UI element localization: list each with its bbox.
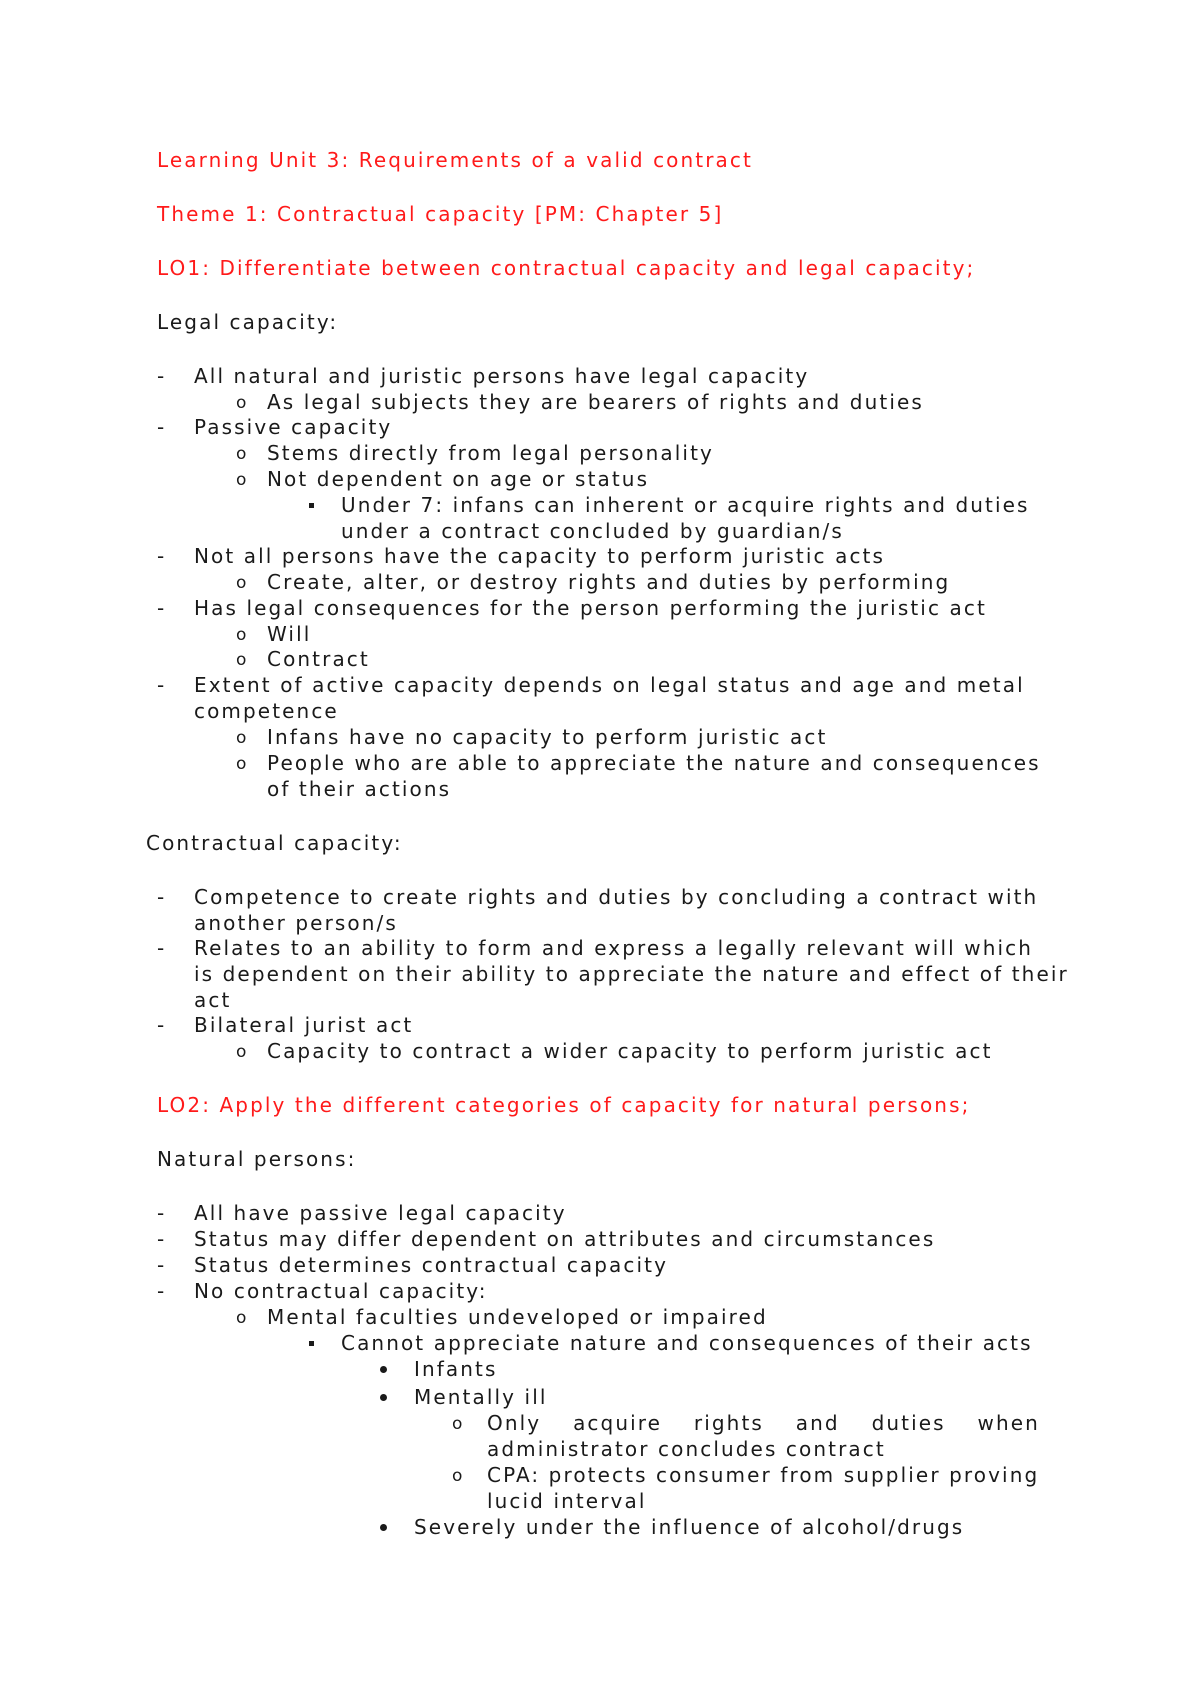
natural-leaf-subitem-cont: administrator concludes contract bbox=[487, 1437, 886, 1461]
legal-capacity-title: Legal capacity: bbox=[157, 310, 339, 334]
legal-subitem: Create, alter, or destroy rights and duties by performing bbox=[267, 570, 951, 594]
circle-bullet: o bbox=[236, 470, 247, 490]
natural-subsubitem: Cannot appreciate nature and consequences of their acts bbox=[341, 1331, 1033, 1355]
square-bullet bbox=[309, 503, 314, 508]
word: duties bbox=[871, 1411, 946, 1435]
contractual-item: Bilateral jurist act bbox=[194, 1013, 414, 1037]
natural-leaf-subitem-cont: lucid interval bbox=[487, 1489, 647, 1513]
natural-item: Status determines contractual capacity bbox=[194, 1253, 669, 1277]
legal-subitem: Stems directly from legal personality bbox=[267, 441, 714, 465]
circle-bullet: o bbox=[236, 1308, 247, 1328]
circle-bullet: o bbox=[236, 1042, 247, 1062]
natural-item: No contractual capacity: bbox=[194, 1279, 488, 1303]
legal-subsubitem-cont: under a contract concluded by guardian/s bbox=[341, 519, 844, 543]
circle-bullet: o bbox=[236, 754, 247, 774]
dash-bullet: - bbox=[157, 1201, 165, 1225]
word: acquire bbox=[573, 1411, 663, 1435]
lo2-heading: LO2: Apply the different categories of capacity for natural persons; bbox=[157, 1093, 971, 1117]
contractual-item-cont: another person/s bbox=[194, 911, 398, 935]
contractual-capacity-title: Contractual capacity: bbox=[146, 831, 403, 855]
circle-bullet: o bbox=[236, 444, 247, 464]
dash-bullet: - bbox=[157, 673, 165, 697]
natural-leaf-subitem: CPA: protects consumer from supplier proving bbox=[487, 1463, 1040, 1487]
circle-bullet: o bbox=[452, 1466, 463, 1486]
theme-heading: Theme 1: Contractual capacity [PM: Chapter 5] bbox=[157, 202, 724, 226]
dot-bullet bbox=[380, 1524, 387, 1531]
circle-bullet: o bbox=[236, 625, 247, 645]
circle-bullet: o bbox=[236, 573, 247, 593]
circle-bullet: o bbox=[236, 650, 247, 670]
circle-bullet: o bbox=[452, 1414, 463, 1434]
contractual-item: Competence to create rights and duties by concluding a contract with bbox=[194, 885, 1039, 909]
lo1-heading: LO1: Differentiate between contractual capacity and legal capacity; bbox=[157, 256, 976, 280]
contractual-item-cont: is dependent on their ability to appreciate the nature and effect of their bbox=[194, 962, 1069, 986]
word: when bbox=[977, 1411, 1040, 1435]
dash-bullet: - bbox=[157, 544, 165, 568]
unit-heading: Learning Unit 3: Requirements of a valid contract bbox=[157, 148, 753, 172]
circle-bullet: o bbox=[236, 728, 247, 748]
word: and bbox=[795, 1411, 840, 1435]
natural-subitem: Mental faculties undeveloped or impaired bbox=[267, 1305, 768, 1329]
word: rights bbox=[693, 1411, 764, 1435]
legal-subitem: Infans have no capacity to perform juristic act bbox=[267, 725, 828, 749]
legal-subitem: Not dependent on age or status bbox=[267, 467, 650, 491]
legal-subitem: Will bbox=[267, 622, 312, 646]
legal-subitem: People who are able to appreciate the nature and consequences bbox=[267, 751, 1041, 775]
legal-item-cont: competence bbox=[194, 699, 339, 723]
legal-subitem: Contract bbox=[267, 647, 370, 671]
legal-item: Passive capacity bbox=[194, 415, 393, 439]
dash-bullet: - bbox=[157, 1227, 165, 1251]
natural-leaf-item: Severely under the influence of alcohol/drugs bbox=[414, 1515, 965, 1539]
dash-bullet: - bbox=[157, 596, 165, 620]
circle-bullet: o bbox=[236, 393, 247, 413]
legal-item: Extent of active capacity depends on legal status and age and metal bbox=[194, 673, 1025, 697]
dash-bullet: - bbox=[157, 885, 165, 909]
natural-leaf-item: Mentally ill bbox=[414, 1385, 548, 1409]
contractual-item: Relates to an ability to form and express a legally relevant will which bbox=[194, 936, 1033, 960]
legal-item: All natural and juristic persons have legal capacity bbox=[194, 364, 810, 388]
justified-line bbox=[487, 1411, 1040, 1435]
natural-persons-title: Natural persons: bbox=[157, 1147, 357, 1171]
legal-item: Not all persons have the capacity to perform juristic acts bbox=[194, 544, 885, 568]
dash-bullet: - bbox=[157, 1013, 165, 1037]
dot-bullet bbox=[380, 1366, 387, 1373]
natural-leaf-item: Infants bbox=[414, 1357, 498, 1381]
contractual-item-cont: act bbox=[194, 988, 232, 1012]
natural-item: Status may differ dependent on attributes and circumstances bbox=[194, 1227, 936, 1251]
dash-bullet: - bbox=[157, 1279, 165, 1303]
legal-subitem-cont: of their actions bbox=[267, 777, 452, 801]
legal-item: Has legal consequences for the person performing the juristic act bbox=[194, 596, 987, 620]
dash-bullet: - bbox=[157, 415, 165, 439]
natural-item: All have passive legal capacity bbox=[194, 1201, 567, 1225]
legal-subitem: As legal subjects they are bearers of rights and duties bbox=[267, 390, 924, 414]
dash-bullet: - bbox=[157, 1253, 165, 1277]
dash-bullet: - bbox=[157, 936, 165, 960]
legal-subsubitem: Under 7: infans can inherent or acquire rights and duties bbox=[341, 493, 1030, 517]
contractual-subitem: Capacity to contract a wider capacity to perform juristic act bbox=[267, 1039, 993, 1063]
square-bullet bbox=[309, 1341, 314, 1346]
dash-bullet: - bbox=[157, 364, 165, 388]
dot-bullet bbox=[380, 1394, 387, 1401]
word: Only bbox=[487, 1411, 542, 1435]
